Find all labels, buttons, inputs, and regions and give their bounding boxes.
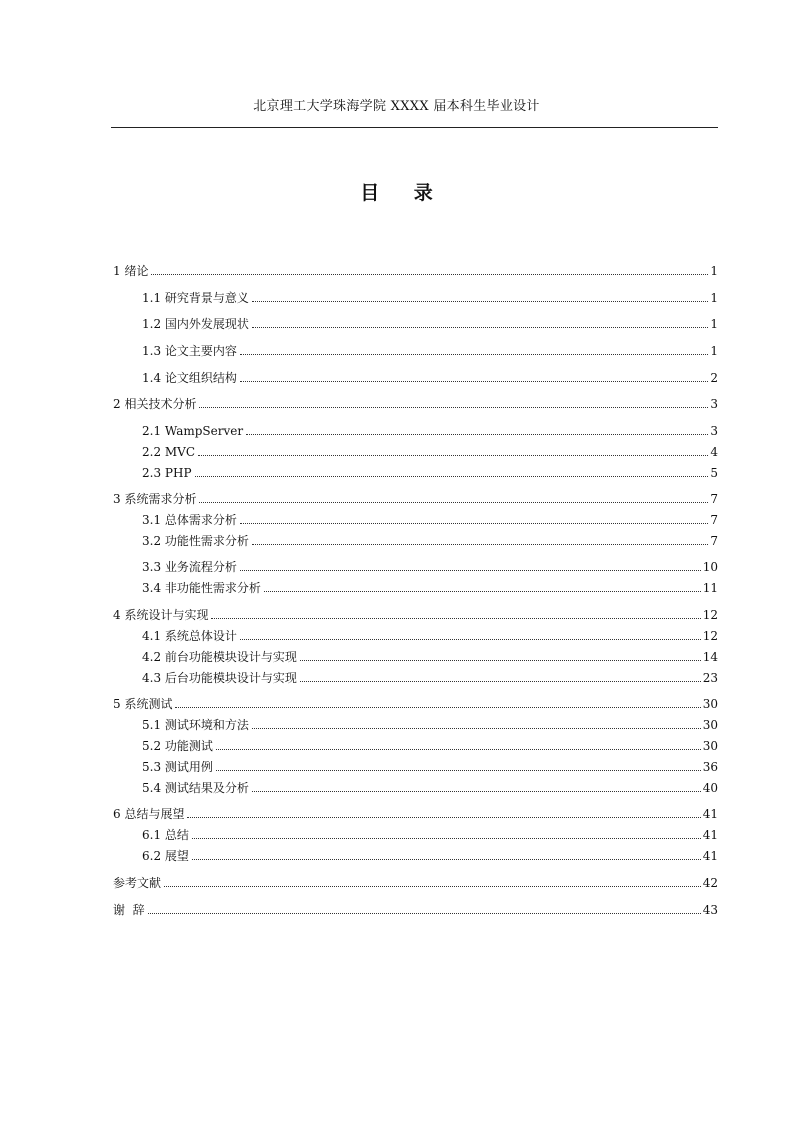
- toc-entry[interactable]: [142, 647, 718, 665]
- toc-entry-label: 3.4 非功能性需求分析: [142, 581, 261, 595]
- toc-entry-label: 2.3 PHP: [142, 466, 192, 480]
- toc-leader-dots: [252, 791, 701, 792]
- toc-entry-label: 4.2 前台功能模块设计与实现: [142, 650, 297, 664]
- toc-entry-label: 1 绪论: [113, 264, 149, 278]
- toc-page-number: 14: [702, 650, 718, 664]
- toc-leader-dots: [300, 681, 701, 682]
- toc-page-number: 1: [710, 344, 718, 358]
- toc-entry[interactable]: [113, 873, 718, 891]
- toc-entry[interactable]: [142, 531, 718, 549]
- toc-leader-dots: [240, 354, 708, 355]
- toc-page-number: 36: [702, 760, 718, 774]
- toc-entry[interactable]: [142, 626, 718, 644]
- toc-entry-label: 2.2 MVC: [142, 445, 196, 459]
- toc-leader-dots: [240, 523, 708, 524]
- toc-leader-dots: [240, 639, 701, 640]
- toc-entry-label: 5.1 测试环境和方法: [142, 718, 249, 732]
- toc-leader-dots: [148, 913, 701, 914]
- toc-page-number: 1: [710, 264, 718, 278]
- toc-leader-dots: [300, 660, 701, 661]
- toc-leader-dots: [240, 570, 701, 571]
- toc-page-number: 30: [702, 718, 718, 732]
- toc-leader-dots: [199, 407, 708, 408]
- toc-entry[interactable]: [113, 489, 718, 507]
- toc-entry[interactable]: [142, 463, 718, 481]
- toc-page-number: 3: [710, 424, 718, 438]
- toc-leader-dots: [252, 728, 701, 729]
- toc-leader-dots: [216, 770, 701, 771]
- running-header: 北京理工大学珠海学院 XXXX 届本科生毕业设计: [253, 99, 540, 114]
- toc-leader-dots: [252, 327, 708, 328]
- toc-entry-label: 1.3 论文主要内容: [142, 344, 237, 358]
- toc-entry-label: 3.3 业务流程分析: [142, 560, 237, 574]
- toc-entry[interactable]: [113, 900, 718, 918]
- toc-entry[interactable]: [142, 578, 718, 596]
- toc-page-number: 7: [710, 534, 718, 548]
- toc-page-number: 12: [702, 608, 718, 622]
- toc-entry[interactable]: [142, 442, 718, 460]
- toc-page-number: 12: [702, 629, 718, 643]
- toc-leader-dots: [246, 434, 708, 435]
- toc-entry-label: 谢 辞: [113, 903, 145, 917]
- toc-entry[interactable]: [113, 605, 718, 623]
- toc-leader-dots: [192, 859, 701, 860]
- toc-page-number: 41: [702, 807, 718, 821]
- toc-entry-label: 2 相关技术分析: [113, 397, 197, 411]
- toc-leader-dots: [211, 618, 700, 619]
- toc-page-number: 2: [710, 371, 718, 385]
- toc-entry-label: 5.3 测试用例: [142, 760, 213, 774]
- toc-entry[interactable]: [142, 846, 718, 864]
- toc-leader-dots: [195, 476, 709, 477]
- toc-page-number: 11: [702, 581, 718, 595]
- toc-entry[interactable]: [142, 757, 718, 775]
- toc-leader-dots: [252, 544, 708, 545]
- toc-page-number: 4: [710, 445, 718, 459]
- toc-page-number: 41: [702, 828, 718, 842]
- toc-entry[interactable]: [142, 715, 718, 733]
- toc-title: 目 录: [360, 182, 447, 204]
- toc-page-number: 23: [702, 671, 718, 685]
- toc-page-number: 10: [702, 560, 718, 574]
- toc-leader-dots: [198, 455, 708, 456]
- toc-page-number: 1: [710, 317, 718, 331]
- toc-leader-dots: [151, 274, 708, 275]
- toc-page-number: 43: [702, 903, 718, 917]
- toc-page-number: 7: [710, 513, 718, 527]
- toc-leader-dots: [252, 301, 708, 302]
- toc-page-number: 40: [702, 781, 718, 795]
- toc-entry-label: 2.1 WampServer: [142, 424, 244, 438]
- toc-entry-label: 4.1 系统总体设计: [142, 629, 237, 643]
- toc-entry[interactable]: [142, 341, 718, 359]
- toc-entry-label: 参考文献: [113, 876, 162, 890]
- toc-entry-label: 4.3 后台功能模块设计与实现: [142, 671, 297, 685]
- toc-entry[interactable]: [113, 394, 718, 412]
- toc-entry[interactable]: [142, 510, 718, 528]
- toc-entry-label: 5.4 测试结果及分析: [142, 781, 249, 795]
- toc-entry[interactable]: [113, 261, 718, 279]
- toc-entry-label: 3.2 功能性需求分析: [142, 534, 249, 548]
- toc-entry-label: 5 系统测试: [113, 697, 173, 711]
- toc-page-number: 1: [710, 291, 718, 305]
- toc-entry-label: 5.2 功能测试: [142, 739, 213, 753]
- toc-page-number: 41: [702, 849, 718, 863]
- toc-page-number: 7: [710, 492, 718, 506]
- toc-entry-label: 4 系统设计与实现: [113, 608, 209, 622]
- toc-leader-dots: [240, 381, 708, 382]
- toc-page-number: 42: [702, 876, 718, 890]
- toc-page-number: 30: [702, 697, 718, 711]
- toc-page-number: 5: [710, 466, 718, 480]
- toc-entry-label: 1.1 研究背景与意义: [142, 291, 249, 305]
- toc-leader-dots: [199, 502, 708, 503]
- toc-entry-label: 6.2 展望: [142, 849, 189, 863]
- toc-entry-label: 3.1 总体需求分析: [142, 513, 237, 527]
- toc-leader-dots: [264, 591, 701, 592]
- toc-entry[interactable]: [142, 314, 718, 332]
- toc-entry[interactable]: [142, 668, 718, 686]
- toc-entry-label: 6.1 总结: [142, 828, 189, 842]
- toc-entry[interactable]: [142, 368, 718, 386]
- toc-entry[interactable]: [142, 825, 718, 843]
- toc-entry[interactable]: [142, 288, 718, 306]
- toc-entry[interactable]: [142, 778, 718, 796]
- toc-entry-label: 3 系统需求分析: [113, 492, 197, 506]
- toc-entry[interactable]: [113, 694, 718, 712]
- toc-entry-label: 1.2 国内外发展现状: [142, 317, 249, 331]
- toc-leader-dots: [187, 817, 700, 818]
- toc-entry[interactable]: [142, 557, 718, 575]
- toc-entry[interactable]: [113, 804, 718, 822]
- toc-leader-dots: [164, 886, 701, 887]
- toc-page-number: 3: [710, 397, 718, 411]
- toc-leader-dots: [175, 707, 700, 708]
- toc-leader-dots: [216, 749, 701, 750]
- toc-entry[interactable]: [142, 421, 718, 439]
- toc-page-number: 30: [702, 739, 718, 753]
- toc-entry[interactable]: [142, 736, 718, 754]
- toc-entry-label: 1.4 论文组织结构: [142, 371, 237, 385]
- toc-leader-dots: [192, 838, 701, 839]
- toc-entry-label: 6 总结与展望: [113, 807, 185, 821]
